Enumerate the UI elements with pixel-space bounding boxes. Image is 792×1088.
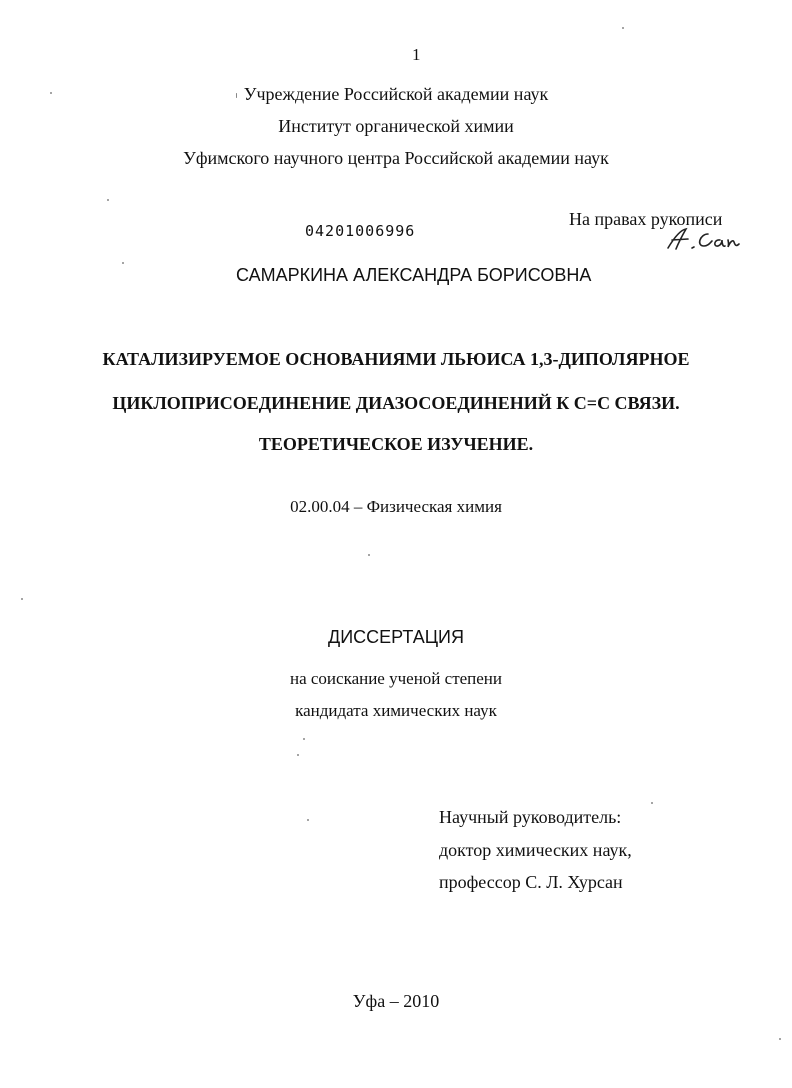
scan-speck [307,819,309,821]
signature-image [662,226,742,252]
scan-speck [622,27,624,29]
scan-speck [122,262,124,264]
scan-speck [368,554,370,556]
thesis-title-line-1: КАТАЛИЗИРУЕМОЕ ОСНОВАНИЯМИ ЛЬЮИСА 1,3-ДИПОЛЯРНОЕ [102,349,690,369]
supervisor-line-1: Научный руководитель: [439,807,622,827]
supervisor-line-2: доктор химических наук, [439,840,632,860]
scan-speck [50,92,52,94]
scan-speck [303,738,305,740]
scan-speck [21,598,23,600]
place-year: Уфа – 2010 [352,991,440,1011]
scan-speck [236,93,237,98]
institution-line-2: Институт органической химии [278,116,514,136]
degree-line-1: на соискание ученой степени [289,669,503,688]
document-type: ДИССЕРТАЦИЯ [328,627,464,647]
supervisor-line-3: профессор С. Л. Хурсан [439,872,623,892]
thesis-title-line-3: ТЕОРЕТИЧЕСКОЕ ИЗУЧЕНИЕ. [258,434,534,454]
document-code: 04201006996 [305,222,416,240]
scan-speck [107,199,109,201]
rights-label: На правах рукописи [569,209,723,229]
institution-line-1: Учреждение Российской академии наук [243,84,549,104]
specialty: 02.00.04 – Физическая химия [290,497,502,516]
degree-line-2: кандидата химических наук [295,701,497,720]
institution-line-3: Уфимского научного центра Российской академии наук [183,148,609,168]
page-number: 1 [412,45,421,64]
thesis-title-line-2: ЦИКЛОПРИСОЕДИНЕНИЕ ДИАЗОСОЕДИНЕНИЙ К С=С СВЯЗИ. [112,393,680,413]
scan-speck [297,754,299,756]
scan-speck [651,802,653,804]
author-name: САМАРКИНА АЛЕКСАНДРА БОРИСОВНА [236,265,592,285]
scan-speck [779,1038,781,1040]
